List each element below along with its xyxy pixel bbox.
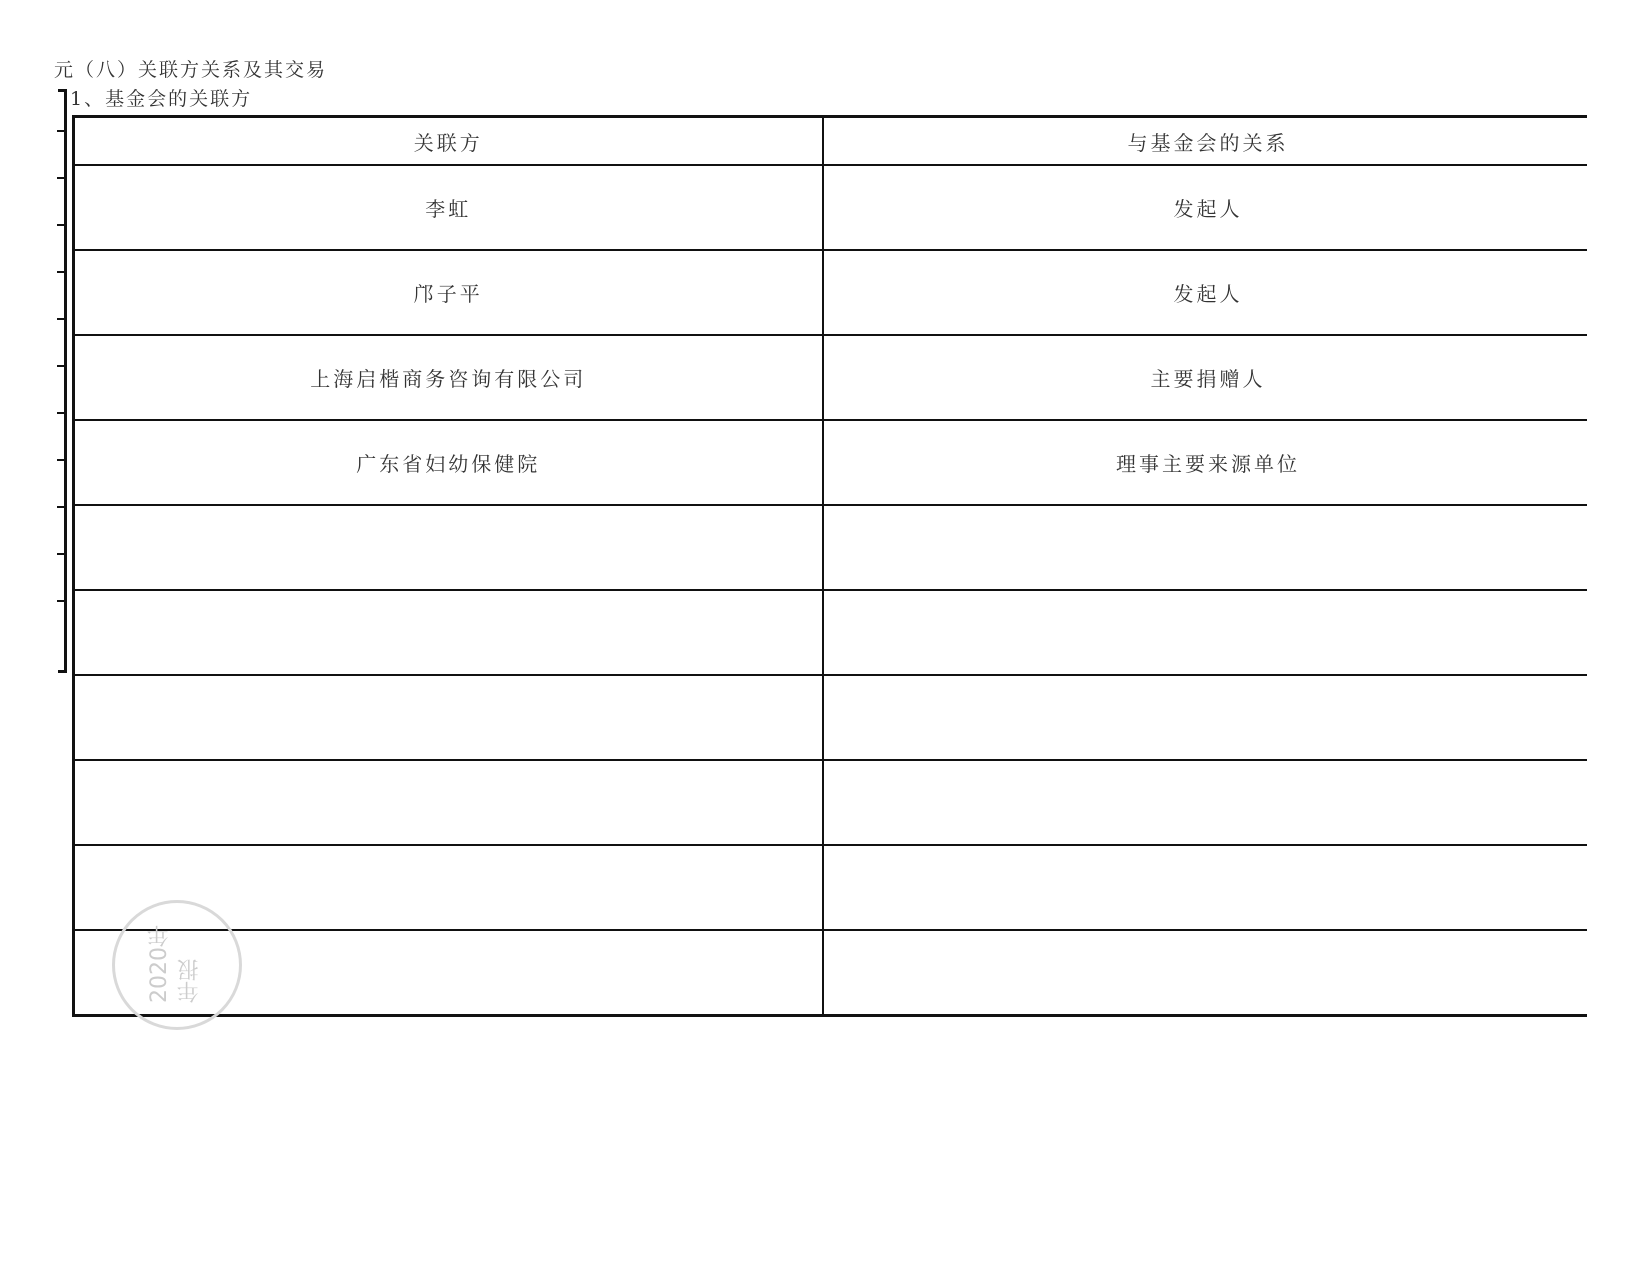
bracket-tick xyxy=(57,459,64,461)
table-row xyxy=(74,335,1594,420)
related-party-cell: 上海启楷商务咨询有限公司 xyxy=(74,335,823,420)
table-row xyxy=(74,675,1594,760)
table-row xyxy=(74,760,1594,845)
stamp-text xyxy=(145,925,205,1003)
relationship-cell xyxy=(823,760,1594,845)
table-header-row xyxy=(74,117,1594,166)
relationship-cell xyxy=(823,675,1594,760)
bracket-tick xyxy=(57,600,64,602)
page-right-edge xyxy=(1587,100,1638,1060)
relationship-cell: 理事主要来源单位 xyxy=(823,420,1594,505)
related-party-cell: 邝子平 xyxy=(74,250,823,335)
annual-report-stamp xyxy=(112,900,242,1030)
relationship-cell: 主要捐赠人 xyxy=(823,335,1594,420)
relationship-cell xyxy=(823,845,1594,930)
bracket-tick xyxy=(57,177,64,179)
related-party-cell xyxy=(74,675,823,760)
table-row xyxy=(74,250,1594,335)
bracket-tick xyxy=(57,365,64,367)
related-party-cell xyxy=(74,760,823,845)
relationship-cell: 发起人 xyxy=(823,250,1594,335)
relationship-cell xyxy=(823,930,1594,1016)
related-party-cell xyxy=(74,505,823,590)
relationship-cell: 发起人 xyxy=(823,165,1594,250)
relationship-cell xyxy=(823,505,1594,590)
related-party-cell: 广东省妇幼保健院 xyxy=(74,420,823,505)
column-header-related-party: 关联方 xyxy=(74,117,823,166)
related-party-cell xyxy=(74,590,823,675)
section-title: 元（八）关联方关系及其交易 xyxy=(54,59,328,81)
bracket-tick xyxy=(57,553,64,555)
table-row xyxy=(74,590,1594,675)
table-row xyxy=(74,930,1594,1016)
bracket-tick xyxy=(57,318,64,320)
bracket-tick xyxy=(57,412,64,414)
related-party-cell: 李虹 xyxy=(74,165,823,250)
table-row xyxy=(74,505,1594,590)
table-row xyxy=(74,420,1594,505)
bracket-tick xyxy=(57,506,64,508)
relationship-cell xyxy=(823,590,1594,675)
related-party-table xyxy=(72,115,1595,1017)
bracket-tick xyxy=(57,271,64,273)
column-header-relationship: 与基金会的关系 xyxy=(823,117,1594,166)
bracket-tick xyxy=(57,130,64,132)
bracket-tick xyxy=(57,224,64,226)
stamp-line-year: 2020年 xyxy=(147,925,172,1003)
table-row xyxy=(74,845,1594,930)
table-row xyxy=(74,165,1594,250)
stamp-line-report: 年报 xyxy=(177,959,202,1003)
subsection-title: 1、基金会的关联方 xyxy=(70,88,253,110)
